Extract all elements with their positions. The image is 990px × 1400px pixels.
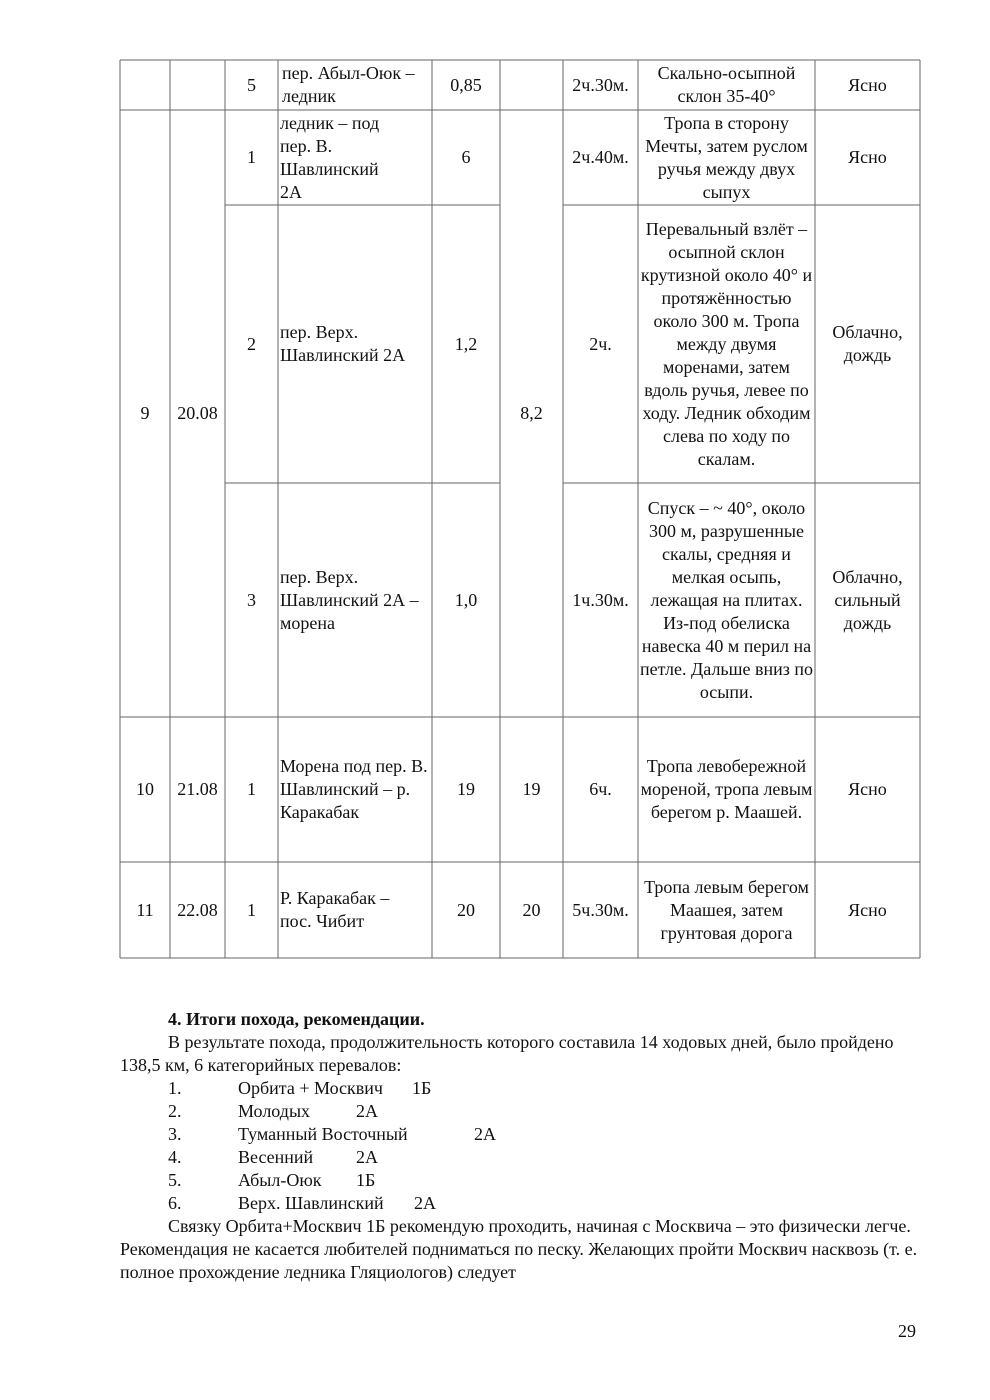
cell-day-total: 8,2 [520,403,543,423]
cell-date: 21.08 [177,779,218,799]
cell-weather: Облачно, дождь [832,322,903,365]
pass-number: 2. [168,1101,182,1121]
cell-time: 2ч. [589,333,612,354]
cell-time: 1ч.30м. [572,589,629,610]
pass-name: Туманный Восточный [238,1124,408,1144]
pass-category: 2А [414,1193,436,1213]
cell-distance: 19 [457,779,475,799]
cell-day: 9 [140,403,150,423]
pass-category: 2А [474,1124,496,1144]
pass-name: Абыл-Оюк [238,1170,322,1190]
pass-name: Молодых [238,1101,311,1121]
cell-day-total: 19 [522,779,541,799]
cell-time: 2ч.40м. [572,147,629,167]
pass-name: Верх. Шавлинский [238,1193,384,1213]
cell-weather: Ясно [848,779,887,799]
recommendation-paragraph: Связку Орбита+Москвич 1Б рекомендую проходить, начиная с Москвича – это физически легче. Рекомендация не касается любителей подниматься по песку. Желающих пройти Москвич насквозь (т. е. полное прохождение ледника Гляциологов) следует [120,1216,918,1282]
cell-weather: Ясно [848,74,887,95]
cell-distance: 0,85 [450,74,482,95]
pass-number: 1. [168,1078,182,1098]
cell-time: 5ч.30м. [572,899,629,920]
pass-number: 4. [168,1147,182,1167]
cell-seg: 1 [247,899,256,920]
cell-seg: 1 [247,147,256,167]
cell-route: Р. Каракабак – пос. Чибит [280,888,390,931]
page-number: 29 [898,1321,916,1341]
cell-time: 2ч.30м. [572,74,629,95]
pass-name: Весенний [238,1147,314,1167]
pass-number: 5. [168,1170,182,1190]
cell-distance: 1,2 [454,333,478,354]
section-intro: В результате похода, продолжительность которого составила 14 ходовых дней, было пройдено 138,5 км, 6 категорийных перевалов: [120,1032,894,1075]
cell-route: Морена под пер. В. Шавлинский – р. Каракабак [280,756,428,822]
cell-distance: 1,0 [454,589,478,610]
cell-weather: Ясно [848,899,887,920]
cell-description: Перевальный взлёт – осыпной склон крутизной около 40° и протяжённостью около 300 м. Тропа между двумя моренами, затем вдоль ручья, левее по ходу. Ледник обходим слева по ходу по скалам. [640,218,813,469]
cell-day: 10 [136,779,154,799]
cell-description: Тропа в сторону Мечты, затем руслом ручья между двух сыпух [645,112,808,202]
cell-seg: 5 [247,74,256,95]
cell-description: Спуск – ~ 40°, около 300 м, разрушенные скалы, средняя и мелкая осыпь, лежащая на плитах. Из-под обелиска навеска 40 м перил на петле. Дальше вниз по осыпи. [640,497,813,702]
cell-route: ледник – под пер. В. Шавлинский 2А [280,112,380,202]
pass-category: 1Б [412,1078,432,1098]
cell-distance: 20 [457,899,475,920]
cell-seg: 2 [247,333,256,354]
cell-route: пер. Верх. Шавлинский 2А [280,322,406,365]
cell-route: пер. Верх. Шавлинский 2А – морена [280,566,419,633]
cell-day: 11 [136,899,154,920]
cell-seg: 1 [247,779,256,799]
pass-category: 2А [356,1147,378,1167]
cell-weather: Облачно, сильный дождь [832,566,903,633]
pass-category: 2А [356,1101,378,1121]
cell-date: 20.08 [177,403,218,423]
cell-day-total: 20 [522,899,541,920]
section-title: 4. Итоги похода, рекомендации. [168,1009,425,1029]
cell-description: Тропа левым берегом Маашея, затем грунтовая дорога [644,876,809,943]
cell-description: Скально-осыпной склон 35-40° [657,63,796,106]
pass-category: 1Б [356,1170,376,1190]
cell-date: 22.08 [177,899,218,920]
pass-number: 6. [168,1193,182,1213]
cell-seg: 3 [247,589,256,610]
pass-name: Орбита + Москвич [238,1078,383,1098]
cell-weather: Ясно [848,147,887,167]
cell-route: пер. Абыл-Оюк – ледник [282,63,415,106]
cell-description: Тропа левобережной мореной, тропа левым берегом р. Маашей. [640,756,813,822]
cell-time: 6ч. [589,779,612,799]
cell-distance: 6 [461,147,471,167]
pass-number: 3. [168,1124,182,1144]
